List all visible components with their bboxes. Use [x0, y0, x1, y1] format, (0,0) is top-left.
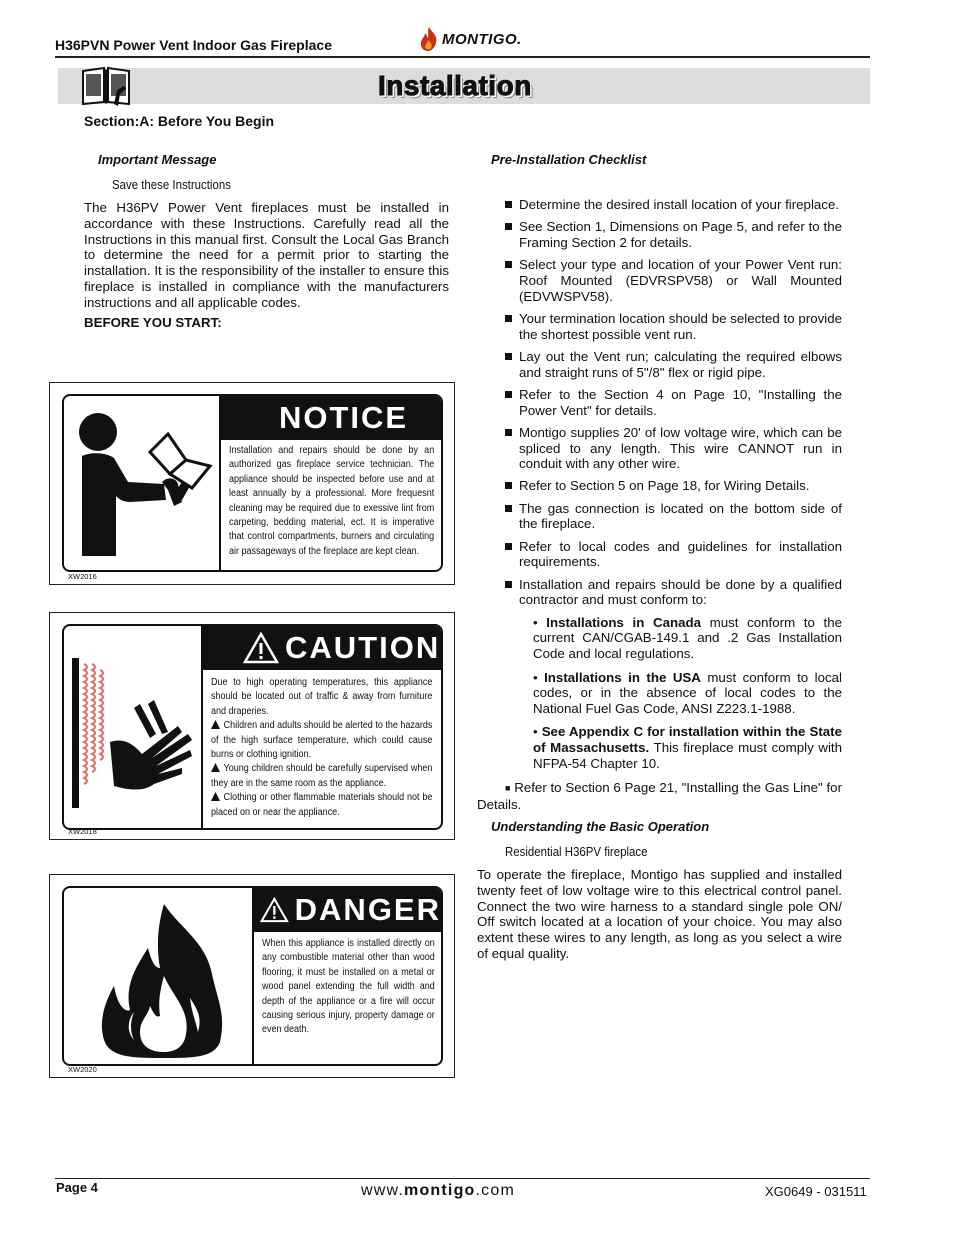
- residential-line: Residential H36PV fireplace: [505, 844, 648, 859]
- logo-text: MONTIGO.: [442, 30, 522, 48]
- page-number: Page 4: [56, 1180, 98, 1195]
- fire-flame-icon: [94, 902, 234, 1060]
- list-item: Refer to local codes and guidelines for installation requirements.: [505, 539, 842, 570]
- notice-text: Installation and repairs should be done by an authorized gas fireplace service technician. The appliance should be inspected before use and at least annually by a professional. More frequesnt cleaning may be required due to exessive lint from carpeting, bedding material, ect. It is imperative that control compartments, burners and circulating air passageways of the fireplace are kept clean.: [229, 445, 435, 557]
- caution-line-4: Clothing or other flammable materials should not be placed on or near the appliance.: [211, 792, 433, 818]
- canada-requirement: • Installations in Canada must conform to the current CAN/CGAB-149.1 and .2 Gas Installation Code and local regulations.: [533, 614, 842, 662]
- website-url[interactable]: www.montigo.com: [361, 1182, 516, 1199]
- header-rule: [55, 56, 870, 58]
- danger-panel: [62, 886, 443, 1066]
- notice-title: NOTICE: [221, 396, 441, 440]
- list-item: Montigo supplies 20' of low voltage wire, which can be spliced to any length. This wire CANNOT run in conduit with any other wire.: [505, 425, 842, 472]
- danger-title-bar: [254, 888, 441, 932]
- massachusetts-requirement: • See Appendix C for installation within the State of Massachusetts. This fireplace must comply with NFPA-54 Chapter 10.: [533, 724, 842, 771]
- caution-code: XW2018: [68, 827, 97, 836]
- before-you-start-heading: BEFORE YOU START:: [84, 315, 222, 330]
- caution-label: [49, 612, 455, 840]
- checklist: [505, 197, 842, 779]
- flame-logo-icon: [418, 26, 440, 52]
- notice-panel: [62, 394, 443, 572]
- footer-rule: [55, 1178, 870, 1179]
- caution-title: CAUTION: [285, 630, 441, 665]
- small-warning-icon: [211, 792, 220, 801]
- list-item: Lay out the Vent run; calculating the required elbows and straight runs of 5"/8" flex or rigid pipe.: [505, 349, 842, 380]
- save-instructions-line: Save these Instructions: [112, 177, 231, 192]
- intro-paragraph: The H36PV Power Vent fireplaces must be installed in accordance with these Instructions. Carefully read all the Instructions in this manual first. Consult the Local Gas Branch to determine the need for a permit prior to starting the installation. It is the responsibility of the installer to ensure this fireplace is installed in compliance with the manufacturers instructions and all applicable codes.: [84, 200, 449, 310]
- warning-triangle-icon: [260, 894, 289, 926]
- danger-title: DANGER: [294, 892, 441, 927]
- section-label: Section:A: Before You Begin: [84, 113, 275, 129]
- notice-label: [49, 382, 455, 585]
- checklist-heading: Pre-Installation Checklist: [491, 152, 647, 167]
- list-item: Refer to the Section 4 on Page 10, "Installing the Power Vent" for details.: [505, 387, 842, 418]
- caution-text: [211, 676, 432, 820]
- small-warning-icon: [211, 720, 220, 729]
- document-title: H36PVN Power Vent Indoor Gas Fireplace: [55, 37, 332, 53]
- warning-triangle-icon: [243, 632, 279, 664]
- document-code: XG0649 - 031511: [765, 1184, 867, 1199]
- list-item: Select your type and location of your Power Vent run: Roof Mounted (EDVRSPV58) or Wall Mounted (EDVWSPV58).: [505, 257, 842, 304]
- montigo-logo: [418, 26, 522, 52]
- list-item: Refer to Section 5 on Page 18, for Wiring Details.: [505, 478, 842, 494]
- usa-requirement: • Installations in the USA must conform to local codes, or in the absence of local codes to the National Fuel Gas Code, ANSI Z223.1-1988.: [533, 669, 842, 716]
- page-title: Installation: [378, 70, 532, 101]
- list-item: Determine the desired install location of your fireplace.: [505, 197, 842, 213]
- caution-line-2: Children and adults should be alerted to the hazards of the high surface temperature, which could cause burns or clothing ignition.: [211, 720, 433, 761]
- operation-paragraph: To operate the fireplace, Montigo has supplied and installed twenty feet of low voltage wire to this electrical control panel. Connect the two wire harness to a standard single pole ON/ Off switch located at a location of your choice. You may also extent these wires to any length, as long as you select a wire of equal quality.: [477, 867, 842, 961]
- list-item: Installation and repairs should be done by a qualified contractor and must conform to:: [505, 577, 842, 608]
- danger-code: XW2020: [68, 1065, 97, 1074]
- caution-line-1: Due to high operating temperatures, this appliance should be located out of traffic & away from furniture and draperies.: [211, 677, 433, 717]
- technician-reading-icon: [70, 410, 218, 560]
- important-message-heading: Important Message: [98, 152, 217, 167]
- notice-code: XW2016: [68, 572, 97, 581]
- caution-panel: [62, 624, 443, 830]
- operation-heading: Understanding the Basic Operation: [491, 819, 710, 834]
- small-warning-icon: [211, 763, 220, 772]
- manual-book-icon: [80, 66, 132, 111]
- danger-text: When this appliance is installed directly on any combustible material other than wood flooring, it must be installed on a metal or wood panel extending the full width and depth of the appliance or a fire will occur causing serious injury, property damage or even death.: [262, 938, 435, 1036]
- gas-line-reference: ■ Refer to Section 6 Page 21, "Installing the Gas Line" for Details.: [477, 780, 842, 812]
- caution-title-bar: [203, 626, 441, 670]
- list-item: The gas connection is located on the bottom side of the fireplace.: [505, 501, 842, 532]
- list-item: Your termination location should be selected to provide the shortest possible vent run.: [505, 311, 842, 342]
- heat-burn-hand-icon: [70, 654, 202, 814]
- list-item: See Section 1, Dimensions on Page 5, and refer to the Framing Section 2 for details.: [505, 219, 842, 250]
- caution-line-3: Young children should be carefully supervised when they are in the same room as the appliance.: [211, 763, 433, 789]
- danger-label: [49, 874, 455, 1078]
